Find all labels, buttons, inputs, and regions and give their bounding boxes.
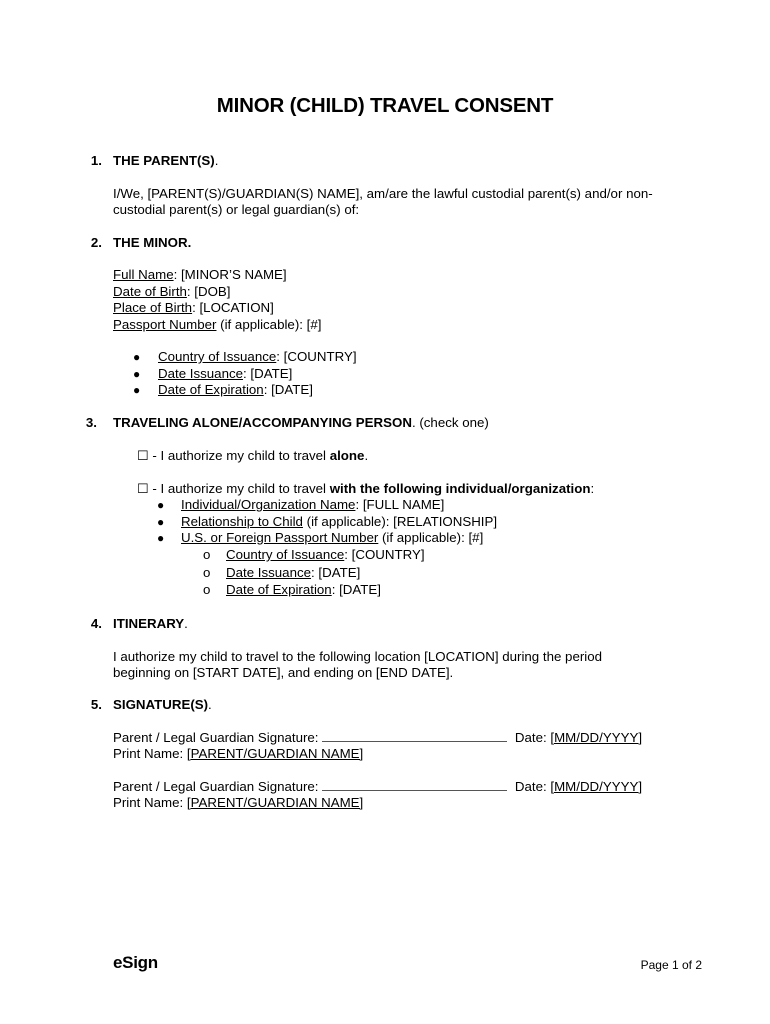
print-name-line-2 — [113, 795, 363, 810]
companion-passport-country-line: Country of Issuance: [COUNTRY] — [226, 547, 425, 562]
section-1-paragraph-line-1: I/We, [PARENT(S)/GUARDIAN(S) NAME], am/are the lawful custodial parent(s) and/or non- — [113, 186, 653, 201]
minor-passport-line — [113, 317, 321, 332]
full-name-label: Full Name — [113, 267, 174, 282]
bullet-value: : [DATE] — [263, 382, 313, 397]
passport-value: (if applicable): [#] — [216, 317, 322, 332]
section-2-heading: THE MINOR. — [113, 235, 192, 250]
minor-passport-country-line — [158, 349, 357, 364]
date-label: Date: — [514, 730, 547, 745]
page-number: Page 1 of 2 — [640, 958, 702, 972]
minor-dob-line — [113, 284, 231, 299]
section-1-paragraph-line-2: custodial parent(s) or legal guardian(s) of: — [113, 202, 360, 217]
bullet-label: Date of Expiration — [158, 382, 264, 397]
date-value: [MM/DD/YYYY] — [550, 779, 643, 794]
sub-bullet-marker: o — [203, 565, 211, 580]
date-value: [MM/DD/YYYY] — [550, 730, 643, 745]
sub-bullet-marker: o — [203, 582, 211, 597]
bullet-label: Date Issuance — [158, 366, 244, 381]
print-name-line-1 — [113, 746, 363, 761]
bullet-icon: ● — [133, 383, 141, 397]
signature-label: Parent / Legal Guardian Signature: — [113, 730, 319, 745]
signature-line-2 — [113, 779, 642, 794]
esign-logo: eSign — [113, 953, 158, 972]
full-name-value: : [MINOR’S NAME] — [173, 267, 287, 282]
minor-passport-expiration-line — [158, 382, 313, 397]
signature-blank-1[interactable] — [322, 731, 507, 742]
section-4-heading: ITINERARY. — [113, 616, 188, 631]
section-5-heading: SIGNATURE(S). — [113, 697, 212, 712]
section-2-number: 2. — [90, 235, 102, 250]
bullet-icon: ● — [157, 515, 165, 529]
print-name-label: Print Name: — [113, 746, 184, 761]
section-3-number: 3. — [85, 415, 97, 430]
print-name-value: [PARENT/GUARDIAN NAME] — [186, 795, 364, 810]
section-1-number: 1. — [90, 153, 102, 168]
section-1-heading: THE PARENT(S). — [113, 153, 219, 168]
bullet-icon: ● — [157, 531, 165, 545]
option-accompanied-line: ☐ - I authorize my child to travel with the following individual/organization: — [137, 481, 595, 496]
signature-blank-2[interactable] — [322, 780, 507, 791]
section-3-heading: TRAVELING ALONE/ACCOMPANYING PERSON. (check one) — [113, 415, 489, 430]
bullet-value: : [DATE] — [243, 366, 293, 381]
minor-passport-issuance-line — [158, 366, 292, 381]
pob-label: Place of Birth — [113, 300, 193, 315]
signature-label: Parent / Legal Guardian Signature: — [113, 779, 319, 794]
companion-passport-issuance-line: Date Issuance: [DATE] — [226, 565, 361, 580]
itinerary-line-2: beginning on [START DATE], and ending on [END DATE]. — [113, 665, 454, 680]
companion-passport-line: U.S. or Foreign Passport Number (if applicable): [#] — [181, 530, 484, 545]
signature-line-1 — [113, 730, 642, 745]
companion-relationship-line: Relationship to Child (if applicable): [RELATIONSHIP] — [181, 514, 498, 529]
bullet-value: : [COUNTRY] — [276, 349, 357, 364]
print-name-value: [PARENT/GUARDIAN NAME] — [186, 746, 364, 761]
minor-full-name-line — [113, 267, 287, 282]
section-4-number: 4. — [90, 616, 102, 631]
minor-pob-line — [113, 300, 274, 315]
bullet-icon: ● — [133, 367, 141, 381]
bullet-icon: ● — [133, 350, 141, 364]
companion-passport-expiration-line: Date of Expiration: [DATE] — [226, 582, 381, 597]
document-title: MINOR (CHILD) TRAVEL CONSENT — [216, 94, 554, 117]
date-label: Date: — [514, 779, 547, 794]
dob-label: Date of Birth — [113, 284, 187, 299]
checkbox-accompanied[interactable]: ☐ — [137, 481, 149, 496]
bullet-label: Country of Issuance — [158, 349, 277, 364]
section-5-number: 5. — [90, 697, 102, 712]
option-alone-line: ☐ - I authorize my child to travel alone. — [137, 448, 369, 463]
bullet-icon: ● — [157, 498, 165, 512]
itinerary-line-1: I authorize my child to travel to the following location [LOCATION] during the period — [113, 649, 603, 664]
print-name-label: Print Name: — [113, 795, 184, 810]
dob-value: : [DOB] — [186, 284, 231, 299]
pob-value: : [LOCATION] — [192, 300, 274, 315]
checkbox-alone[interactable]: ☐ — [137, 448, 149, 463]
companion-name-line: Individual/Organization Name: [FULL NAME] — [181, 497, 445, 512]
passport-label: Passport Number — [113, 317, 217, 332]
sub-bullet-marker: o — [203, 547, 211, 562]
